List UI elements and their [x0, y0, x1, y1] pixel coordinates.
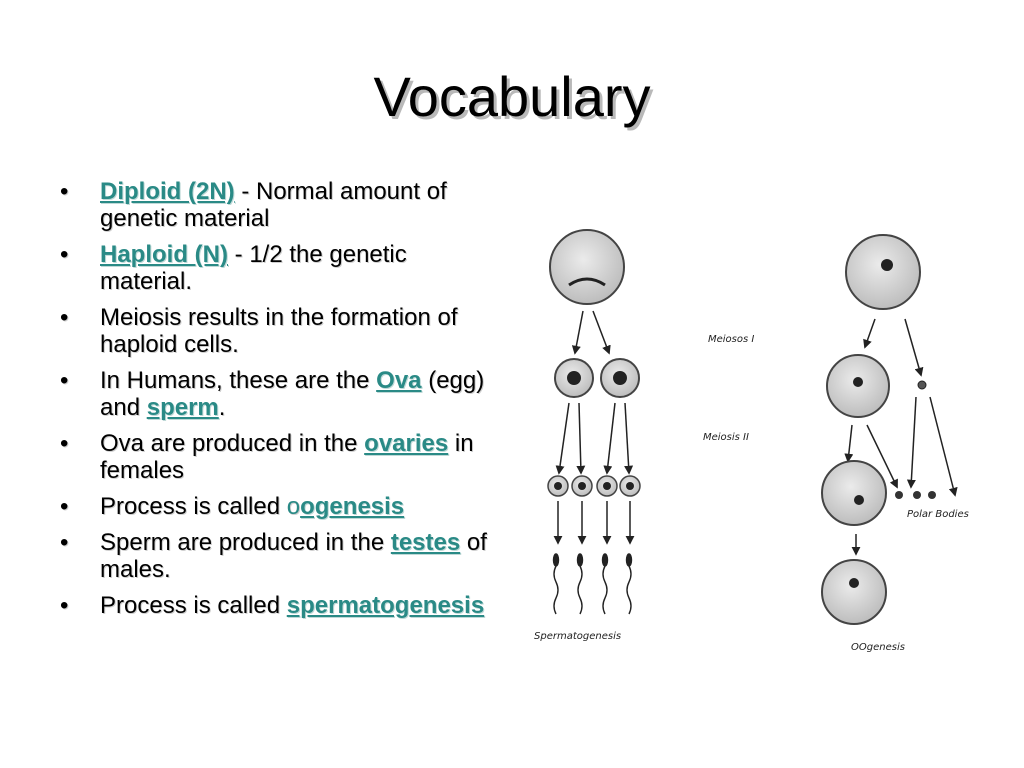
primary-spermatocyte-cell	[550, 230, 624, 304]
vocabulary-list	[60, 178, 500, 628]
list-item-humans	[60, 367, 500, 421]
term-oogenesis[interactable]: ogenesis	[300, 493, 405, 520]
polar-bodies	[895, 491, 936, 499]
sperm-text-pre: Sperm are produced in the	[100, 529, 391, 556]
sperm-text-post: of males.	[100, 529, 487, 583]
list-item-sperm-produced	[60, 529, 500, 583]
term-ova[interactable]: Ova	[376, 367, 422, 394]
bullet-marker: •	[60, 430, 69, 457]
list-item-meiosis	[60, 304, 500, 358]
sperm-cells	[554, 554, 632, 614]
label-meiosis-ii: Meiosis II	[703, 432, 749, 443]
ova-text-post: in females	[100, 430, 474, 484]
bullet-marker: •	[60, 241, 69, 268]
first-polar-body	[918, 381, 926, 389]
secondary-spermatocyte-cells	[555, 359, 639, 397]
bullet-marker: •	[60, 529, 69, 556]
oogenesis-pathway	[822, 235, 969, 653]
meiosis-text: Meiosis results in the formation of haploid cells.	[100, 304, 458, 358]
page-title: Vocabulary	[373, 65, 651, 128]
term-diploid[interactable]: Diploid (2N)	[100, 178, 235, 205]
humans-text-mid: (egg) and	[100, 367, 485, 421]
gametogenesis-diagram	[525, 225, 995, 665]
list-item-haploid	[60, 241, 500, 295]
meiosis-ii-arrows	[559, 403, 629, 473]
term-ovaries[interactable]: ovaries	[364, 430, 449, 457]
bullet-marker: •	[60, 592, 69, 619]
humans-text-post: .	[218, 394, 226, 421]
bullet-marker: •	[60, 367, 69, 394]
definition-diploid: - Normal amount of genetic material	[100, 178, 447, 232]
ovum-cell	[822, 560, 886, 624]
bullet-marker: •	[60, 178, 69, 205]
primary-oocyte-cell	[846, 235, 920, 309]
spermatogenesis-pathway	[534, 230, 640, 642]
list-item-ova-produced	[60, 430, 500, 484]
spermatid-cells	[548, 476, 640, 496]
list-item-spermatogenesis	[60, 592, 500, 619]
term-sperm[interactable]: sperm	[146, 394, 219, 421]
humans-text-pre: In Humans, these are the	[100, 367, 377, 394]
process-text: Process is called	[100, 592, 287, 619]
list-item-diploid	[60, 178, 500, 232]
label-polar-bodies: Polar Bodies	[907, 509, 969, 520]
meiosis-i-arrows	[575, 311, 609, 353]
term-haploid[interactable]: Haploid (N)	[100, 241, 228, 268]
label-meiosis-i: Meiosos I	[708, 334, 755, 345]
differentiation-arrows	[558, 501, 630, 543]
bullet-marker: •	[60, 304, 69, 331]
oogenesis-lead: o	[286, 493, 301, 520]
bullet-marker: •	[60, 493, 69, 520]
definition-haploid: - 1/2 the genetic material.	[100, 241, 407, 295]
ootid-cell	[822, 461, 886, 525]
ova-text-pre: Ova are produced in the	[100, 430, 365, 457]
term-testes[interactable]: testes	[390, 529, 461, 556]
term-spermatogenesis[interactable]: spermatogenesis	[286, 592, 485, 619]
secondary-oocyte-cell	[827, 355, 889, 417]
label-spermatogenesis: Spermatogenesis	[534, 631, 622, 642]
label-oogenesis: OOgenesis	[851, 642, 905, 653]
process-text: Process is called	[100, 493, 287, 520]
list-item-oogenesis	[60, 493, 500, 520]
